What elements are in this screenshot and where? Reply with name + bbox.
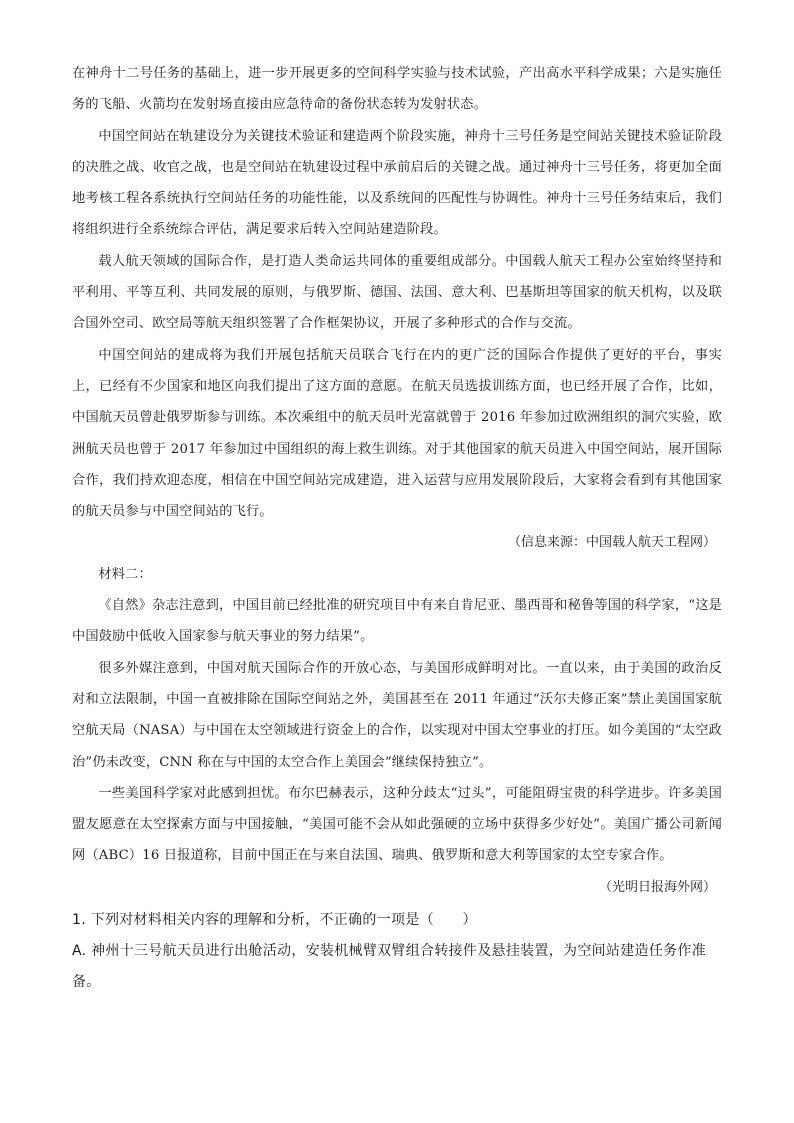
question-option-a: A. 神州十三号航天员进行出舱活动，安装机械臂双臂组合转接件及悬挂装置，为空间站建造任务作准备。	[72, 943, 707, 991]
paragraph-2: 中国空间站在轨建设分为关键技术验证和建造两个阶段实施，神舟十三号任务是空间站关键技术验证阶段的决胜之战、收官之战，也是空间站在轨建设过程中承前启后的关键之战。通过神舟十三号任务，将更加全面地考核工程各系统执行空间站任务的功能性能，以及系统间的匹配性与协调性。神舟十三号任务结束后，我们将组织进行全系统综合评估，满足要求后转入空间站建造阶段。	[72, 128, 722, 238]
question-stem: 1. 下列对材料相关内容的理解和分析，不正确的一项是（ ）	[72, 912, 477, 929]
source-citation-2: （光明日报海外网）	[598, 879, 716, 895]
material-2-label: 材料二：	[98, 566, 152, 582]
paragraph-6: 很多外媒注意到，中国对航天国际合作的开放心态，与美国形成鲜明对比。一直以来，由于美国的政治反对和立法限制，中国一直被排除在国际空间站之外，美国甚至在 2011 年通过“沃尔夫修正案”禁止美国国家航空航天局（NASA）与中国在太空领域进行资金上的合作，以实现对中国太空事业的打压。如今美国的“太空政治”仍未改变，CNN 称在与中国的太空合作上美国会“继续保持独立”。	[72, 660, 722, 770]
paragraph-1: 在神舟十二号任务的基础上，进一步开展更多的空间科学实验与技术试验，产出高水平科学成果；六是实施任务的飞船、火箭均在发射场直接由应急待命的备份状态转为发射状态。	[72, 66, 722, 113]
source-citation-1: （信息来源：中国载人航天工程网）	[507, 535, 716, 551]
document-page	[72, 58, 722, 998]
paragraph-7: 一些美国科学家对此感到担忧。布尔巴赫表示，这种分歧太“过头”，可能阻碍宝贵的科学进步。许多美国盟友愿意在太空探索方面与中国接触，“美国可能不会从如此强硬的立场中获得多少好处”。美国广播公司新闻网（ABC）16 日报道称，目前中国正在与来自法国、瑞典、俄罗斯和意大利等国家的太空专家合作。	[72, 785, 722, 864]
paragraph-3: 载人航天领域的国际合作，是打造人类命运共同体的重要组成部分。中国载人航天工程办公室始终坚持和平利用、平等互利、共同发展的原则，与俄罗斯、德国、法国、意大利、巴基斯坦等国家的航天机构，以及联合国外空司、欧空局等航天组织签署了合作框架协议，开展了多种形式的合作与交流。	[72, 253, 722, 332]
paragraph-4: 中国空间站的建成将为我们开展包括航天员联合飞行在内的更广泛的国际合作提供了更好的平台，事实上，已经有不少国家和地区向我们提出了这方面的意愿。在航天员选拔训练方面，也已经开展了合作，比如，中国航天员曾赴俄罗斯参与训练。本次乘组中的航天员叶光富就曾于 2016 年参加过欧洲组织的洞穴实验，欧洲航天员也曾于 2017 年参加过中国组织的海上救生训练。对于其他国家的航天员进入中国空间站，展开国际合作，我们持欢迎态度，相信在中国空间站完成建造，进入运营与应用发展阶段后，大家将会看到有其他国家的航天员参与中国空间站的飞行。	[72, 347, 722, 520]
paragraph-5: 《自然》杂志注意到，中国目前已经批准的研究项目中有来自肯尼亚、墨西哥和秘鲁等国的科学家，“这是中国鼓励中低收入国家参与航天事业的努力结果”。	[72, 598, 722, 645]
